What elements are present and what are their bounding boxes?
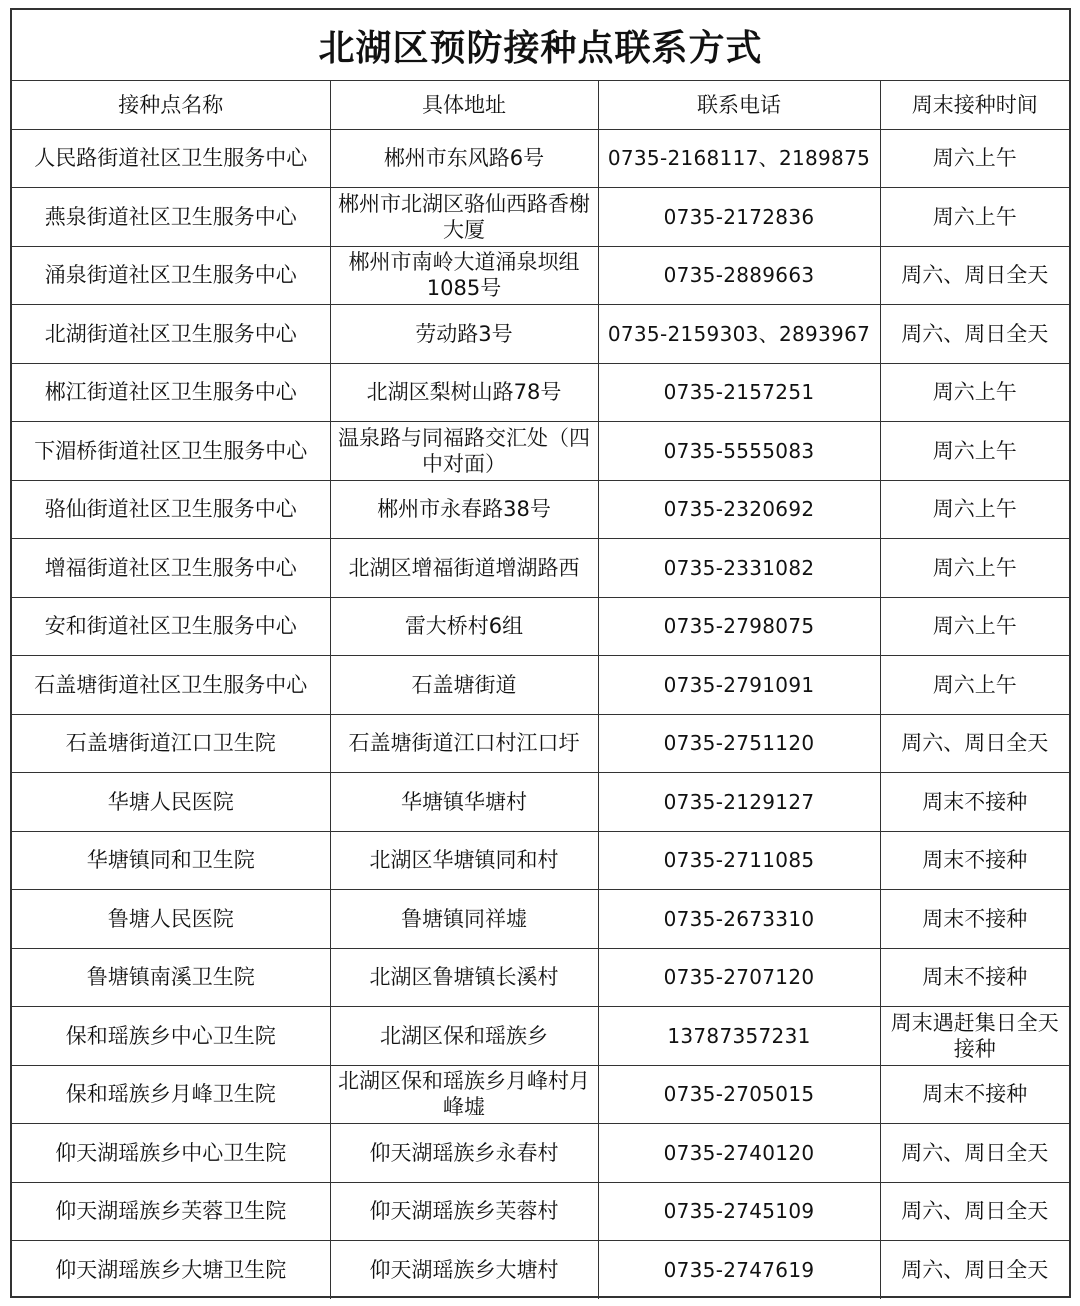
address-cell: 郴州市北湖区骆仙西路香榭大厦 <box>330 188 598 247</box>
table-row <box>12 480 1069 539</box>
table-row <box>12 363 1069 422</box>
table-row <box>12 539 1069 598</box>
address-cell: 仰天湖瑶族乡大塘村 <box>330 1241 598 1300</box>
weekend-time-cell: 周六上午 <box>880 656 1069 715</box>
weekend-time-cell: 周六、周日全天 <box>880 246 1069 305</box>
phone-cell: 0735-2157251 <box>598 363 880 422</box>
weekend-time-cell: 周末不接种 <box>880 948 1069 1007</box>
site-name-cell: 仰天湖瑶族乡中心卫生院 <box>12 1124 330 1183</box>
address-cell: 石盖塘街道江口村江口圩 <box>330 714 598 773</box>
table-row <box>12 1182 1069 1241</box>
address-cell: 郴州市东风路6号 <box>330 129 598 188</box>
weekend-time-cell: 周末不接种 <box>880 773 1069 832</box>
table-row <box>12 1124 1069 1183</box>
site-name-cell: 鲁塘镇南溪卫生院 <box>12 948 330 1007</box>
address-cell: 仰天湖瑶族乡永春村 <box>330 1124 598 1183</box>
phone-cell: 0735-2159303、2893967 <box>598 305 880 364</box>
table-row <box>12 597 1069 656</box>
site-name-cell: 石盖塘街道社区卫生服务中心 <box>12 656 330 715</box>
table-row <box>12 1065 1069 1124</box>
site-name-cell: 燕泉街道社区卫生服务中心 <box>12 188 330 247</box>
weekend-time-cell: 周末不接种 <box>880 831 1069 890</box>
weekend-time-cell: 周六上午 <box>880 539 1069 598</box>
table-row <box>12 831 1069 890</box>
phone-cell: 0735-2707120 <box>598 948 880 1007</box>
table-row <box>12 656 1069 715</box>
site-name-cell: 石盖塘街道江口卫生院 <box>12 714 330 773</box>
address-cell: 雷大桥村6组 <box>330 597 598 656</box>
address-cell: 北湖区增福街道增湖路西 <box>330 539 598 598</box>
table-row <box>12 773 1069 832</box>
address-cell: 劳动路3号 <box>330 305 598 364</box>
site-name-cell: 下湄桥街道社区卫生服务中心 <box>12 422 330 481</box>
weekend-time-cell: 周六、周日全天 <box>880 1241 1069 1300</box>
address-cell: 华塘镇华塘村 <box>330 773 598 832</box>
table-row <box>12 305 1069 364</box>
weekend-time-cell: 周六、周日全天 <box>880 714 1069 773</box>
phone-cell: 0735-2129127 <box>598 773 880 832</box>
table-row <box>12 948 1069 1007</box>
weekend-time-cell: 周六、周日全天 <box>880 1124 1069 1183</box>
site-name-cell: 安和街道社区卫生服务中心 <box>12 597 330 656</box>
weekend-time-cell: 周六上午 <box>880 363 1069 422</box>
address-cell: 北湖区鲁塘镇长溪村 <box>330 948 598 1007</box>
table-row <box>12 246 1069 305</box>
table-row <box>12 422 1069 481</box>
address-cell: 仰天湖瑶族乡芙蓉村 <box>330 1182 598 1241</box>
weekend-time-cell: 周六上午 <box>880 188 1069 247</box>
address-cell: 温泉路与同福路交汇处（四中对面） <box>330 422 598 481</box>
vaccination-sites-table <box>12 81 1069 1299</box>
weekend-time-cell: 周末遇赶集日全天接种 <box>880 1007 1069 1066</box>
site-name-cell: 仰天湖瑶族乡芙蓉卫生院 <box>12 1182 330 1241</box>
table-row <box>12 714 1069 773</box>
phone-cell: 0735-2168117、2189875 <box>598 129 880 188</box>
address-cell: 郴州市南岭大道涌泉坝组1085号 <box>330 246 598 305</box>
site-name-cell: 鲁塘人民医院 <box>12 890 330 949</box>
weekend-time-cell: 周六上午 <box>880 422 1069 481</box>
address-cell: 鲁塘镇同祥墟 <box>330 890 598 949</box>
weekend-time-cell: 周六上午 <box>880 129 1069 188</box>
site-name-cell: 增福街道社区卫生服务中心 <box>12 539 330 598</box>
table-row <box>12 1007 1069 1066</box>
site-name-cell: 郴江街道社区卫生服务中心 <box>12 363 330 422</box>
vaccination-sites-table-document <box>10 8 1071 1298</box>
site-name-cell: 保和瑶族乡月峰卫生院 <box>12 1065 330 1124</box>
phone-cell: 0735-2705015 <box>598 1065 880 1124</box>
table-row <box>12 890 1069 949</box>
phone-cell: 0735-2320692 <box>598 480 880 539</box>
weekend-time-cell: 周六、周日全天 <box>880 305 1069 364</box>
site-name-cell: 保和瑶族乡中心卫生院 <box>12 1007 330 1066</box>
phone-cell: 0735-2172836 <box>598 188 880 247</box>
address-cell: 北湖区保和瑶族乡 <box>330 1007 598 1066</box>
phone-cell: 0735-2673310 <box>598 890 880 949</box>
header-site-name: 接种点名称 <box>12 81 330 129</box>
address-cell: 北湖区保和瑶族乡月峰村月峰墟 <box>330 1065 598 1124</box>
phone-cell: 0735-5555083 <box>598 422 880 481</box>
address-cell: 北湖区华塘镇同和村 <box>330 831 598 890</box>
site-name-cell: 仰天湖瑶族乡大塘卫生院 <box>12 1241 330 1300</box>
site-name-cell: 涌泉街道社区卫生服务中心 <box>12 246 330 305</box>
weekend-time-cell: 周六、周日全天 <box>880 1182 1069 1241</box>
weekend-time-cell: 周末不接种 <box>880 1065 1069 1124</box>
phone-cell: 0735-2889663 <box>598 246 880 305</box>
site-name-cell: 人民路街道社区卫生服务中心 <box>12 129 330 188</box>
header-phone: 联系电话 <box>598 81 880 129</box>
header-weekend-time: 周末接种时间 <box>880 81 1069 129</box>
site-name-cell: 骆仙街道社区卫生服务中心 <box>12 480 330 539</box>
weekend-time-cell: 周六上午 <box>880 597 1069 656</box>
phone-cell: 0735-2740120 <box>598 1124 880 1183</box>
address-cell: 郴州市永春路38号 <box>330 480 598 539</box>
phone-cell: 0735-2791091 <box>598 656 880 715</box>
site-name-cell: 北湖街道社区卫生服务中心 <box>12 305 330 364</box>
header-address: 具体地址 <box>330 81 598 129</box>
table-row <box>12 1241 1069 1300</box>
phone-cell: 0735-2747619 <box>598 1241 880 1300</box>
table-row <box>12 188 1069 247</box>
phone-cell: 0735-2745109 <box>598 1182 880 1241</box>
weekend-time-cell: 周六上午 <box>880 480 1069 539</box>
table-header-row <box>12 81 1069 129</box>
phone-cell: 0735-2798075 <box>598 597 880 656</box>
phone-cell: 0735-2711085 <box>598 831 880 890</box>
table-body <box>12 129 1069 1299</box>
phone-cell: 13787357231 <box>598 1007 880 1066</box>
document-title: 北湖区预防接种点联系方式 <box>12 10 1069 81</box>
address-cell: 北湖区梨树山路78号 <box>330 363 598 422</box>
phone-cell: 0735-2751120 <box>598 714 880 773</box>
address-cell: 石盖塘街道 <box>330 656 598 715</box>
site-name-cell: 华塘人民医院 <box>12 773 330 832</box>
phone-cell: 0735-2331082 <box>598 539 880 598</box>
table-row <box>12 129 1069 188</box>
site-name-cell: 华塘镇同和卫生院 <box>12 831 330 890</box>
weekend-time-cell: 周末不接种 <box>880 890 1069 949</box>
